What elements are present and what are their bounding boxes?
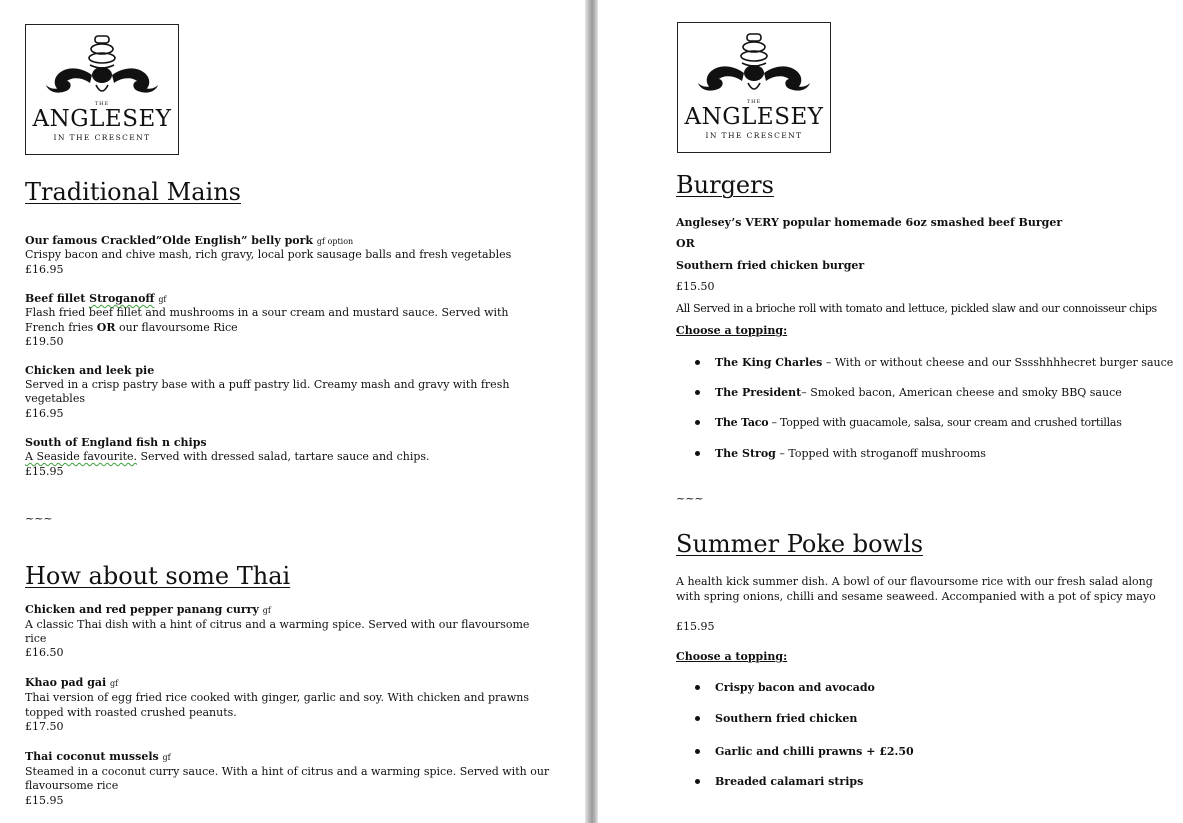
- bullet-icon: [695, 779, 700, 784]
- logo-name-text: ANGLESEY: [32, 106, 172, 132]
- section-title-poke-bowls: Summer Poke bowls: [676, 530, 924, 558]
- separator: ~~~: [25, 512, 53, 525]
- dish-description: Crispy bacon and chive mash, rich gravy, local pork sausage balls and fresh vegetables: [25, 248, 512, 261]
- gf-tag: gf: [158, 295, 167, 304]
- dish-price: £16.95: [25, 407, 64, 420]
- dish-price: £17.50: [25, 720, 64, 733]
- burger-served-note: All Served in a brioche roll with tomato and lettuce, pickled slaw and our connoisseur chips: [676, 302, 1157, 315]
- menu-page-left: [0, 0, 585, 823]
- list-item: Breaded calamari strips: [715, 775, 914, 805]
- dish-description: Steamed in a coconut curry sauce. With a hint of citrus and a warming spice. Served with our: [25, 765, 550, 778]
- gf-tag: gf: [262, 606, 271, 615]
- burger-or: OR: [676, 237, 695, 250]
- dish-description: vegetables: [25, 392, 85, 405]
- anglesey-logo: [25, 24, 179, 155]
- dish-description: Served in a crisp pastry base with a puff pastry lid. Creamy mash and gravy with fresh: [25, 378, 510, 391]
- bullet-icon: [695, 716, 700, 721]
- dish-description: French fries OR our flavoursome Rice: [25, 321, 238, 334]
- logo-subtitle-text: IN THE CRESCENT: [53, 133, 151, 142]
- bullet-icon: [695, 390, 700, 395]
- burger-topping-list: [715, 356, 1173, 477]
- dish-name: Chicken and leek pie: [25, 364, 155, 377]
- bullet-icon: [695, 420, 700, 425]
- menu-page-right: [598, 0, 1183, 823]
- burger-price: £15.50: [676, 280, 715, 293]
- dish-description: A Seaside favourite. Served with dressed salad, tartare sauce and chips.: [25, 450, 430, 463]
- dish-name: Beef fillet Stroganoff gf: [25, 292, 167, 305]
- logo-the-text: THE: [746, 99, 762, 105]
- dish-description: Thai version of egg fried rice cooked with ginger, garlic and soy. With chicken and prawns: [25, 691, 529, 704]
- dish-name: Khao pad gai gf: [25, 676, 119, 689]
- gf-tag: gf: [110, 679, 119, 688]
- section-title-traditional-mains: Traditional Mains: [25, 178, 241, 206]
- separator: ~~~: [676, 492, 704, 505]
- dish-description: rice: [25, 632, 47, 645]
- dish-description: A classic Thai dish with a hint of citrus and a warming spice. Served with our flavoursome: [25, 618, 530, 631]
- dish-price: £15.95: [25, 794, 64, 807]
- list-item: The Strog – Topped with stroganoff mushrooms: [715, 447, 1173, 477]
- poke-price: £15.95: [676, 620, 715, 633]
- bullet-icon: [695, 360, 700, 365]
- logo-the-text: THE: [94, 101, 110, 107]
- list-item: Southern fried chicken: [715, 712, 914, 745]
- bullet-icon: [695, 685, 700, 690]
- topping-heading: Choose a topping:: [676, 650, 788, 663]
- gf-option-tag: gf option: [316, 237, 354, 246]
- dish-name: Chicken and red pepper panang curry gf: [25, 603, 271, 616]
- topping-heading: Choose a topping:: [676, 324, 788, 337]
- list-item: The President– Smoked bacon, American cheese and smoky BBQ sauce: [715, 386, 1173, 416]
- dish-price: £16.95: [25, 263, 64, 276]
- dish-price: £19.50: [25, 335, 64, 348]
- section-title-burgers: Burgers: [676, 171, 774, 199]
- dish-price: £15.95: [25, 465, 64, 478]
- list-item: The Taco – Topped with guacamole, salsa, sour cream and crushed tortillas: [715, 416, 1173, 447]
- dish-name: Thai coconut mussels gf: [25, 750, 171, 763]
- logo-subtitle-text: IN THE CRESCENT: [705, 131, 803, 140]
- poke-description: A health kick summer dish. A bowl of our flavoursome rice with our fresh salad along: [676, 575, 1153, 588]
- gf-tag: gf: [162, 753, 171, 762]
- burger-line: Southern fried chicken burger: [676, 259, 865, 272]
- section-title-thai: How about some Thai: [25, 562, 291, 590]
- dish-name: South of England fish n chips: [25, 436, 207, 449]
- bullet-icon: [695, 451, 700, 456]
- poke-description: with spring onions, chilli and sesame seaweed. Accompanied with a pot of spicy mayo: [676, 590, 1156, 603]
- dish-description: flavoursome rice: [25, 779, 119, 792]
- page-gutter: [585, 0, 598, 823]
- poke-topping-list: [715, 681, 914, 805]
- dish-name: Our famous Crackled”Olde English” belly pork gf option: [25, 234, 354, 247]
- dish-description: topped with roasted crushed peanuts.: [25, 706, 237, 719]
- bullet-icon: [695, 749, 700, 754]
- dish-description: Flash fried beef fillet and mushrooms in a sour cream and mustard sauce. Served with: [25, 306, 509, 319]
- dish-price: £16.50: [25, 646, 64, 659]
- logo-name-text: ANGLESEY: [684, 104, 824, 130]
- burger-line: Anglesey’s VERY popular homemade 6oz smashed beef Burger: [676, 216, 1063, 229]
- list-item: Garlic and chilli prawns + £2.50: [715, 745, 914, 775]
- list-item: The King Charles – With or without cheese and our Sssshhhhecret burger sauce: [715, 356, 1173, 386]
- anglesey-logo: [677, 22, 831, 153]
- list-item: Crispy bacon and avocado: [715, 681, 914, 712]
